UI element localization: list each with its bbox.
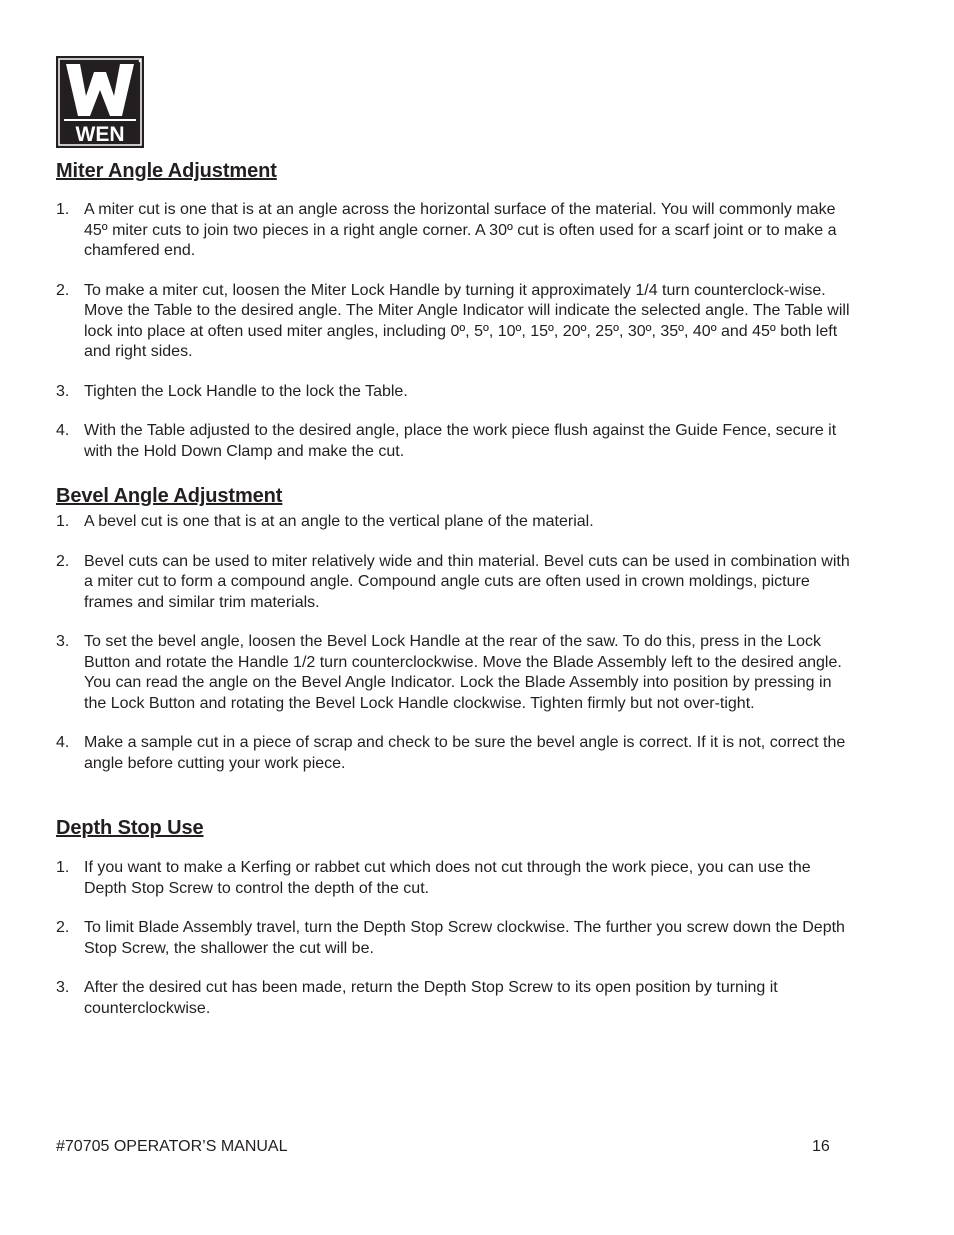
wen-logo [56, 56, 144, 148]
list-item [56, 632, 856, 714]
item-text: A bevel cut is one that is at an angle to the vertical plane of the material. [84, 513, 594, 530]
item-text: Tighten the Lock Handle to the lock the Table. [84, 382, 408, 400]
item-number: 2. [56, 281, 70, 299]
list-item [56, 918, 856, 959]
instruction-list [56, 512, 856, 774]
item-number: 3. [56, 633, 70, 650]
section-miter-angle [56, 159, 856, 462]
item-number: 3. [56, 979, 70, 996]
list-item [56, 858, 856, 899]
instruction-list [56, 858, 856, 1019]
item-text: A miter cut is one that is at an angle across the horizontal surface of the material. You will commonly make 45º miter cuts to join two pieces in a right angle corner. A 30º cut is often used for a scarf joint or to make a chamfered end. [84, 201, 837, 259]
section-heading: Miter Angle Adjustment [56, 160, 277, 182]
list-item [56, 733, 856, 774]
logo-text: WEN [75, 123, 125, 146]
list-item [56, 552, 856, 614]
list-item [56, 200, 856, 262]
item-number: 1. [56, 201, 70, 218]
item-text: After the desired cut has been made, return the Depth Stop Screw to its open position by turning it counterclockwise. [84, 979, 778, 1017]
item-number: 4. [56, 734, 70, 751]
item-number: 4. [56, 422, 70, 439]
item-text: With the Table adjusted to the desired angle, place the work piece flush against the Guide Fence, secure it with the Hold Down Clamp and make the cut. [84, 422, 837, 460]
section-heading: Depth Stop Use [56, 817, 204, 839]
page-number: 16 [812, 1138, 830, 1155]
item-text: If you want to make a Kerfing or rabbet cut which does not cut through the work piece, you can use the Depth Stop Screw to control the depth of the cut. [84, 859, 811, 897]
item-text: To set the bevel angle, loosen the Bevel Lock Handle at the rear of the saw. To do this, press in the Lock Button and rotate the Handle 1/2 turn counterclockwise. Move the Blade Assembly left to the desired angle. You can read the angle on the Bevel Angle Indicator. Lock the Blade Assembly into position by pressing in the Lock Button and rotating the Bevel Lock Handle clockwise. Tighten firmly but not over-tight. [84, 633, 842, 712]
list-item [56, 512, 856, 533]
section-depth-stop [56, 816, 856, 1019]
item-text: Make a sample cut in a piece of scrap and check to be sure the bevel angle is correct. If it is not, correct the angle before cutting your work piece. [84, 734, 846, 772]
item-number: 3. [56, 382, 70, 400]
item-text: Bevel cuts can be used to miter relatively wide and thin material. Bevel cuts can be used in combination with a miter cut to form a compound angle. Compound angle cuts are often used in crown moldings, picture frames and similar trim materials. [84, 552, 850, 611]
item-number: 2. [56, 552, 70, 570]
item-text: To limit Blade Assembly travel, turn the Depth Stop Screw clockwise. The further you screw down the Depth Stop Screw, the shallower the cut will be. [84, 919, 845, 957]
item-number: 1. [56, 859, 70, 876]
footer-manual-title: #70705 OPERATOR’S MANUAL [56, 1138, 288, 1155]
instruction-list [56, 200, 856, 462]
item-text: To make a miter cut, loosen the Miter Lock Handle by turning it approximately 1/4 turn counterclock-wise. Move the Table to the desired angle. The Miter Angle Indicator will indicate the selected angle. The Table will lock into place at often used miter angles, including 0º, 5º, 10º, 15º, 20º, 25º, 30º, 35º, 40º and 45º both left and right sides. [84, 281, 850, 360]
section-heading: Bevel Angle Adjustment [56, 485, 283, 507]
list-item [56, 382, 856, 403]
list-item [56, 978, 856, 1019]
item-number: 1. [56, 513, 70, 530]
list-item [56, 281, 856, 363]
item-number: 2. [56, 919, 70, 936]
section-bevel-angle [56, 484, 856, 774]
list-item [56, 421, 856, 462]
